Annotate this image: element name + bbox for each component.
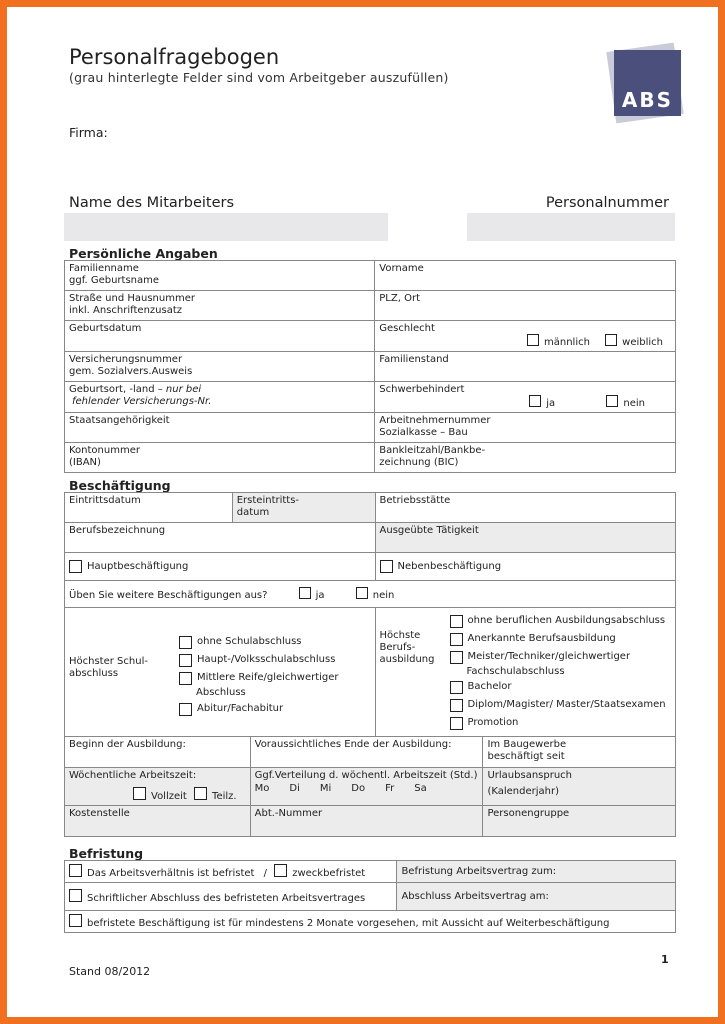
befristung-table	[64, 860, 676, 933]
hauptbeschaeftigung-cell: Hauptbeschäftigung	[65, 553, 376, 581]
page-title: Personalfragebogen	[69, 45, 280, 69]
befristet-checkbox[interactable]	[69, 864, 82, 877]
personalnummer-label: Personalnummer	[545, 195, 669, 211]
vorname-cell[interactable]: Vorname	[375, 261, 676, 291]
ersteintritt-cell[interactable]: Ersteintritts- datum	[232, 493, 375, 523]
weitere-nein-checkbox[interactable]	[356, 587, 368, 599]
geschlecht-cell: Geschlecht männlich weiblich	[375, 321, 676, 352]
ende-ausbildung-cell[interactable]: Voraussichtliches Ende der Ausbildung:	[250, 737, 483, 768]
schriftlich-checkbox[interactable]	[69, 889, 82, 902]
zweckbefristet-checkbox[interactable]	[274, 864, 287, 877]
abs-logo: ABS	[614, 50, 681, 116]
form-page	[7, 7, 718, 1017]
weekday-di: Di	[289, 783, 300, 794]
schwerbehindert-ja-checkbox[interactable]	[529, 395, 541, 407]
bankleitzahl-cell[interactable]: Bankleitzahl/Bankbe- zeichnung (BIC)	[375, 443, 676, 473]
maennlich-checkbox[interactable]	[527, 334, 539, 346]
weitere-ja-checkbox[interactable]	[299, 587, 311, 599]
beruf-option-checkbox[interactable]	[450, 633, 463, 646]
weekday-sa: Sa	[414, 783, 427, 794]
name-field[interactable]	[64, 213, 388, 241]
schwerbehindert-cell: Schwerbehindert ja nein	[375, 382, 676, 413]
urlaubsanspruch-cell[interactable]: Urlaubsanspruch (Kalenderjahr)	[483, 768, 676, 806]
weitere-beschaeftigungen-cell: Üben Sie weitere Beschäftigungen aus? ja nein	[65, 581, 676, 608]
beruf-option-checkbox[interactable]	[450, 615, 463, 628]
teilzeit-checkbox[interactable]	[194, 787, 207, 800]
zwei-monate-checkbox[interactable]	[69, 914, 82, 927]
weiblich-checkbox[interactable]	[605, 334, 617, 346]
familienname-cell[interactable]: Familienname ggf. Geburtsname	[65, 261, 375, 291]
schulabschluss-cell: Höchster Schul- abschluss ohne Schulabschluss Haupt-/Volksschulabschluss Mittlere Reife/gleichwertiger Abschluss Abitur/Fachabitur	[65, 608, 376, 737]
befristung-zum-cell[interactable]: Befristung Arbeitsvertrag zum:	[397, 861, 676, 883]
abt-nummer-cell[interactable]: Abt.-Nummer	[250, 806, 483, 837]
personalnummer-field[interactable]	[467, 213, 675, 241]
geburtsort-cell[interactable]: Geburtsort, -land – nur bei fehlender Versicherungs-Nr.	[65, 382, 375, 413]
arbeitnehmernummer-cell[interactable]: Arbeitnehmernummer Sozialkasse – Bau	[375, 413, 676, 443]
nebenbeschaeftigung-checkbox[interactable]	[380, 560, 393, 573]
hauptbeschaeftigung-checkbox[interactable]	[69, 560, 82, 573]
arbeitszeit-cell: Wöchentliche Arbeitszeit: Vollzeit Teilz.	[65, 768, 251, 806]
page-number: 1	[661, 953, 669, 966]
staatsangehoerigkeit-cell[interactable]: Staatsangehörigkeit	[65, 413, 375, 443]
personengruppe-cell[interactable]: Personengruppe	[483, 806, 676, 837]
beruf-option-checkbox[interactable]	[450, 651, 463, 664]
section-beschaeftigung: Beschäftigung	[69, 478, 171, 493]
kostenstelle-cell[interactable]: Kostenstelle	[65, 806, 251, 837]
weekday-do: Do	[351, 783, 366, 794]
firma-label: Firma:	[69, 125, 108, 140]
name-label: Name des Mitarbeiters	[69, 195, 235, 211]
schule-option-checkbox[interactable]	[179, 654, 192, 667]
nebenbeschaeftigung-cell: Nebenbeschäftigung	[375, 553, 675, 581]
betriebsstaette-cell[interactable]: Betriebsstätte	[375, 493, 675, 523]
abschluss-am-cell[interactable]: Abschluss Arbeitsvertrag am:	[397, 883, 676, 911]
beginn-ausbildung-cell[interactable]: Beginn der Ausbildung:	[65, 737, 251, 768]
section-befristung: Befristung	[69, 846, 144, 861]
schule-option-checkbox[interactable]	[179, 703, 192, 716]
beruf-option-checkbox[interactable]	[450, 681, 463, 694]
familienstand-cell[interactable]: Familienstand	[375, 352, 676, 382]
kontonummer-cell[interactable]: Kontonummer (IBAN)	[65, 443, 375, 473]
strasse-cell[interactable]: Straße und Hausnummer inkl. Anschriftenzusatz	[65, 291, 375, 321]
eintrittsdatum-cell[interactable]: Eintrittsdatum	[65, 493, 233, 523]
schriftlich-cell: Schriftlicher Abschluss des befristeten Arbeitsvertrages	[65, 883, 397, 911]
beruf-option-checkbox[interactable]	[450, 699, 463, 712]
stand-label: Stand 08/2012	[69, 965, 151, 978]
befristet-cell: Das Arbeitsverhältnis ist befristet / zweckbefristet	[65, 861, 397, 883]
ausbildung-table	[64, 736, 676, 837]
plz-cell[interactable]: PLZ, Ort	[375, 291, 676, 321]
zwei-monate-cell: befristete Beschäftigung ist für mindestens 2 Monate vorgesehen, mit Aussicht auf Weiterbeschäftigung	[65, 911, 676, 933]
schwerbehindert-nein-checkbox[interactable]	[606, 395, 618, 407]
taetigkeit-cell[interactable]: Ausgeübte Tätigkeit	[375, 523, 675, 553]
berufsausbildung-cell: Höchste Berufs- ausbildung ohne beruflichen Ausbildungsabschluss Anerkannte Berufsausbildung Meister/Techniker/gleichwertiger Fachschulabschluss Bachelor Diplom/Magister/ Master/Staatsexamen Promotion	[375, 608, 675, 737]
weekday-mo: Mo	[254, 783, 270, 794]
beruf-option-checkbox[interactable]	[450, 717, 463, 730]
weekday-mi: Mi	[319, 783, 332, 794]
vollzeit-checkbox[interactable]	[133, 787, 146, 800]
schule-option-checkbox[interactable]	[179, 672, 192, 685]
versicherungsnummer-cell[interactable]: Versicherungsnummer gem. Sozialvers.Ausweis	[65, 352, 375, 382]
page-subtitle: (grau hinterlegte Felder sind vom Arbeitgeber auszufüllen)	[69, 70, 449, 85]
section-persoenlich: Persönliche Angaben	[69, 246, 218, 261]
persoenlich-table	[64, 260, 676, 473]
berufsbezeichnung-cell[interactable]: Berufsbezeichnung	[65, 523, 376, 553]
weekday-fr: Fr	[385, 783, 395, 794]
geburtsdatum-cell[interactable]: Geburtsdatum	[65, 321, 375, 352]
baugewerbe-cell[interactable]: Im Baugewerbe beschäftigt seit	[483, 737, 676, 768]
beschaeftigung-table	[64, 492, 676, 737]
verteilung-cell[interactable]: Ggf.Verteilung d. wöchentl. Arbeitszeit (Std.) Mo Di Mi Do Fr Sa	[250, 768, 483, 806]
schule-option-checkbox[interactable]	[179, 636, 192, 649]
